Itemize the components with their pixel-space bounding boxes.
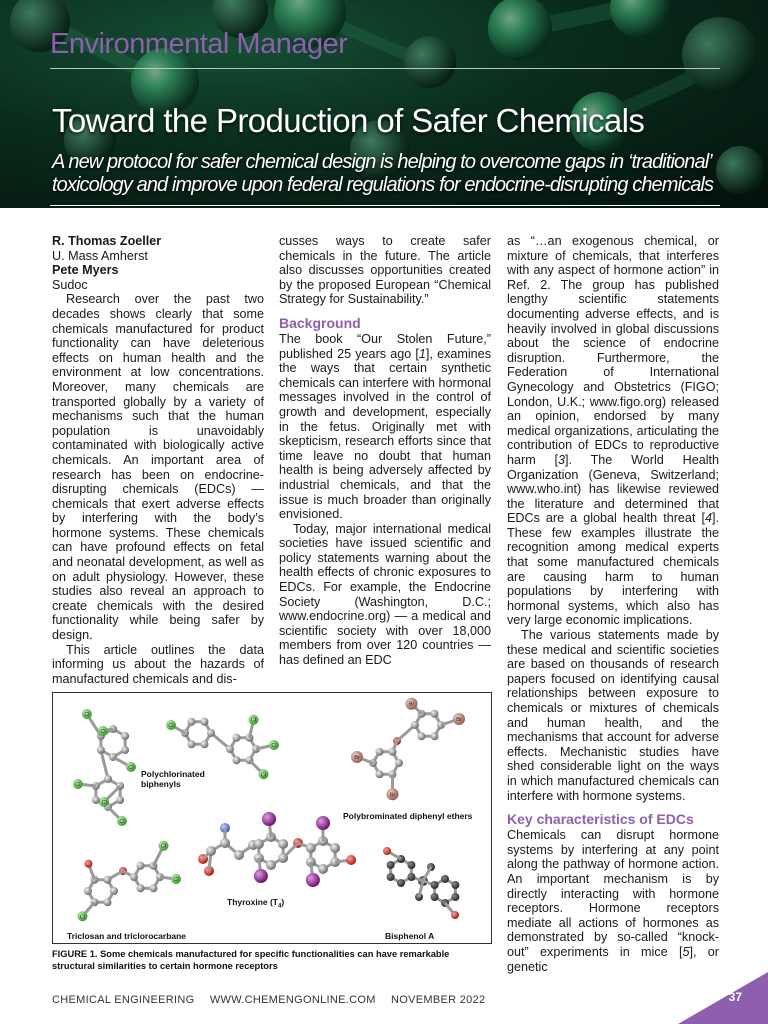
atom-label: Br [354,755,360,761]
footer-publication: CHEMICAL ENGINEERING [52,994,195,1006]
citation-reference: 1 [418,346,426,361]
carbon-atom [431,893,439,901]
carbon-atom [104,898,112,906]
atom-label: Cl [100,729,106,735]
figure-caption: FIGURE 1. Some chemicals manufactured for specific functionalities can have remarkable structural similarities to certain hormone receptors [52,949,450,971]
carbon-atom [431,732,439,740]
carbon-atom [92,796,100,804]
carbon-atom [104,876,112,884]
page-footer [52,994,497,1006]
body-paragraph: Chemicals can disrupt hormone systems by interfering at any point along the pathway of hormone action. An important mechanism is by directly interacting with hormone receptors. Hormone receptors mediate all actions of hormones as demonstrated by so-called “knock-out” experiments in mice [5], or genetic [507,828,719,974]
atom-label: Br [389,792,396,799]
carbon-atom [387,873,395,881]
section-name: Environmental Manager [50,28,348,60]
footer-website: WWW.CHEMENGONLINE.COM [209,994,376,1006]
carbon-atom [407,873,415,881]
section-heading: Key characteristics of EDCs [507,811,694,828]
header-banner [0,0,768,208]
section-heading: Background [279,314,361,331]
atom-label: Cl [101,800,107,806]
body-paragraph: as “…an exogenous chemical, or mixture of chemicals, that interferes with any aspect of hormone action” in Ref. 2. The group has published lengthy scientific statements documenting adverse effects, and is heavily involved in global discussions about the science of endocrine disruption. Furthermore, the Federation of International Gynecology and Obstetrics (FIGO; London, U.K.; www.figo.org) released an opinion, endorsed by many medical organizations, articulating the contribution of EDCs to reproductive harm [3]. The World Health Organization (Geneva, Switzerland; www.who.int) has likewise reviewed the literature and determined that EDCs are a global health threat [4]. These few examples illustrate the recognition among medical experts that some manufactured chemicals are causing harm to human populations by interfering with hormonal systems, which also has very large economic implications. [507,234,719,628]
atom-label: Cl [250,717,257,724]
oxygen-atom [346,855,356,865]
carbon-atom [121,746,129,754]
author-name: R. Thomas Zoeller [52,234,162,248]
oxygen-atom [383,847,391,855]
carbon-atom [130,873,138,881]
carbon-atom [207,729,215,737]
carbon-atom [233,734,241,742]
carbon-atom [397,879,405,887]
article-subtitle: A new protocol for safer chemical design is helping to overcome gaps in ‘traditional’ toxicology and improve upon federal regulations for endocrine-disrupting chemicals [52,151,714,196]
carbon-atom [234,850,244,860]
carbon-atom [188,740,196,748]
label-triclosan: Triclosan and triclorocarbane [67,931,187,941]
body-column-2 [279,234,491,668]
atom-label: Cl [119,819,125,825]
atom-label: Cl [173,877,179,883]
carbon-atom [201,740,209,748]
oxygen-atom [451,911,459,919]
carbon-atom [395,759,403,767]
oxygen-atom [85,860,93,868]
footer-issue-date: NOVEMBER 2022 [391,994,486,1006]
carbon-atom [104,775,112,783]
body-paragraph: The book “Our Stolen Future,” published 25 years ago [1], examines the ways that certain synthetic chemicals can interfere with hormonal messages involved in the control of growth and development, especially in the fetus. Originally met with skepticism, research efforts since that time leave no doubt that human health is being adversely affected by industrial chemicals, and that the issue is much broader than originally envisioned. [279,331,491,522]
carbon-atom [110,887,118,895]
carbon-atom [137,862,145,870]
citation-reference: 3 [558,452,566,467]
carbon-atom [330,843,340,853]
carbon-atom [451,893,459,901]
carbon-atom [318,864,328,874]
atom-label: Cl [160,843,167,850]
figure-1 [52,692,492,944]
carbon-atom [431,710,439,718]
body-paragraph: The various statements made by these medical and scientific societies are based on thousands of research papers focused on identifying causal relationships between exposure to chemicals or mixtures of chemicals and human health, and the mechanisms that account for adverse effects. Mechanistic studies have shed considerable light on the ways in which manufactured chemicals can interfere with hormone systems. [507,628,719,803]
atom-label: Cl [84,712,90,718]
body-paragraph: Today, major international medical societies have issued scientific and policy statements warning about the health effects of chronic exposures to EDCs. For example, the Endocrine Society (Washington, D.C.; www.endocrine.org) — a medical and scientific society with over 18,000 members from over 120 countries — has defined an EDC [279,521,491,668]
carbon-atom [254,839,264,849]
author-affiliation: U. Mass Amherst [52,248,148,263]
header-rule [50,68,720,69]
carbon-atom [451,881,459,889]
carbon-atom [266,860,276,870]
atom-label: Cl [79,914,86,921]
carbon-atom [431,881,439,889]
carbon-atom [201,718,209,726]
iodine-atom [262,812,276,826]
carbon-atom [220,838,230,848]
carbon-atom [188,718,196,726]
carbon-atom [376,748,384,756]
carbon-atom [278,853,288,863]
atom-label: Cl [75,782,81,788]
body-paragraph: cusses ways to create safer chemicals in the future. The article also discusses opportunities created by the proposed European “Chemical Strategy for Sustainability.” [279,234,491,307]
iodine-atom [254,869,268,883]
body-paragraph: This article outlines the data informing us about the hazards of manufactured chemicals and dis- [52,642,264,686]
page-number: 37 [728,990,742,1004]
carbon-atom [411,721,419,729]
page-corner-decoration [678,972,768,1024]
carbon-atom [407,861,415,869]
author-affiliation: Sudoc [52,277,88,292]
label-polychlorinated-biphenyls: Polychlorinated biphenyls [141,769,205,789]
carbon-atom [278,839,288,849]
carbon-atom [206,846,216,856]
carbon-atom [389,748,397,756]
iodine-atom [316,816,330,830]
carbon-atom [226,745,234,753]
label-polybrominated-diphenyl-ethers: Polybrominated diphenyl ethers [343,811,473,821]
body-paragraph: Research over the past two decades shows clearly that some chemicals manufactured for product functionality can have deleterious effects on human health and the environment at low concentrations. Moreover, many chemicals are transported globally by a variety of mechanisms such that the human population is unavoidably contaminated with biologically active chemicals. An important area of research has been on endocrine-disrupting chemicals (EDCs) — chemicals that exert adverse effects by interfering with the body’s hormone systems. These chemicals can have profound effects on fetal and neonatal development, as well as on adult physiology. However, these studies also reveal an approach to create chemicals with the desired functionality while being safer by design. [52,292,264,643]
carbon-atom [84,887,92,895]
atom-label: Br [408,701,415,708]
carbon-atom [233,756,241,764]
carbon-atom [121,732,129,740]
body-column-3 [507,234,719,974]
carbon-atom [137,884,145,892]
body-column-1 [52,234,264,686]
carbon-atom [441,875,449,883]
article-title: Toward the Production of Safer Chemicals [52,102,645,139]
carbon-atom [387,861,395,869]
label-thyroxine: Thyroxine $(T_4)$ [227,897,285,910]
author-name: Pete Myers [52,263,119,278]
atom-label: Cl [168,723,174,729]
label-bisphenol-a: Bisphenol A [385,931,435,941]
carbon-atom [418,732,426,740]
citation-reference: 4 [704,511,712,526]
carbon-atom [306,843,316,853]
atom-label: Cl [260,772,267,779]
atom-label: Cl [128,765,134,771]
citation-reference: 5 [682,944,690,959]
banner-bottom-rule [50,205,720,206]
carbon-atom [97,746,105,754]
atom-label: Br [456,717,462,723]
carbon-atom [150,884,158,892]
carbon-atom [376,770,384,778]
carbon-atom [116,796,124,804]
iodine-atom [306,873,320,887]
atom-label: Cl [271,743,277,749]
